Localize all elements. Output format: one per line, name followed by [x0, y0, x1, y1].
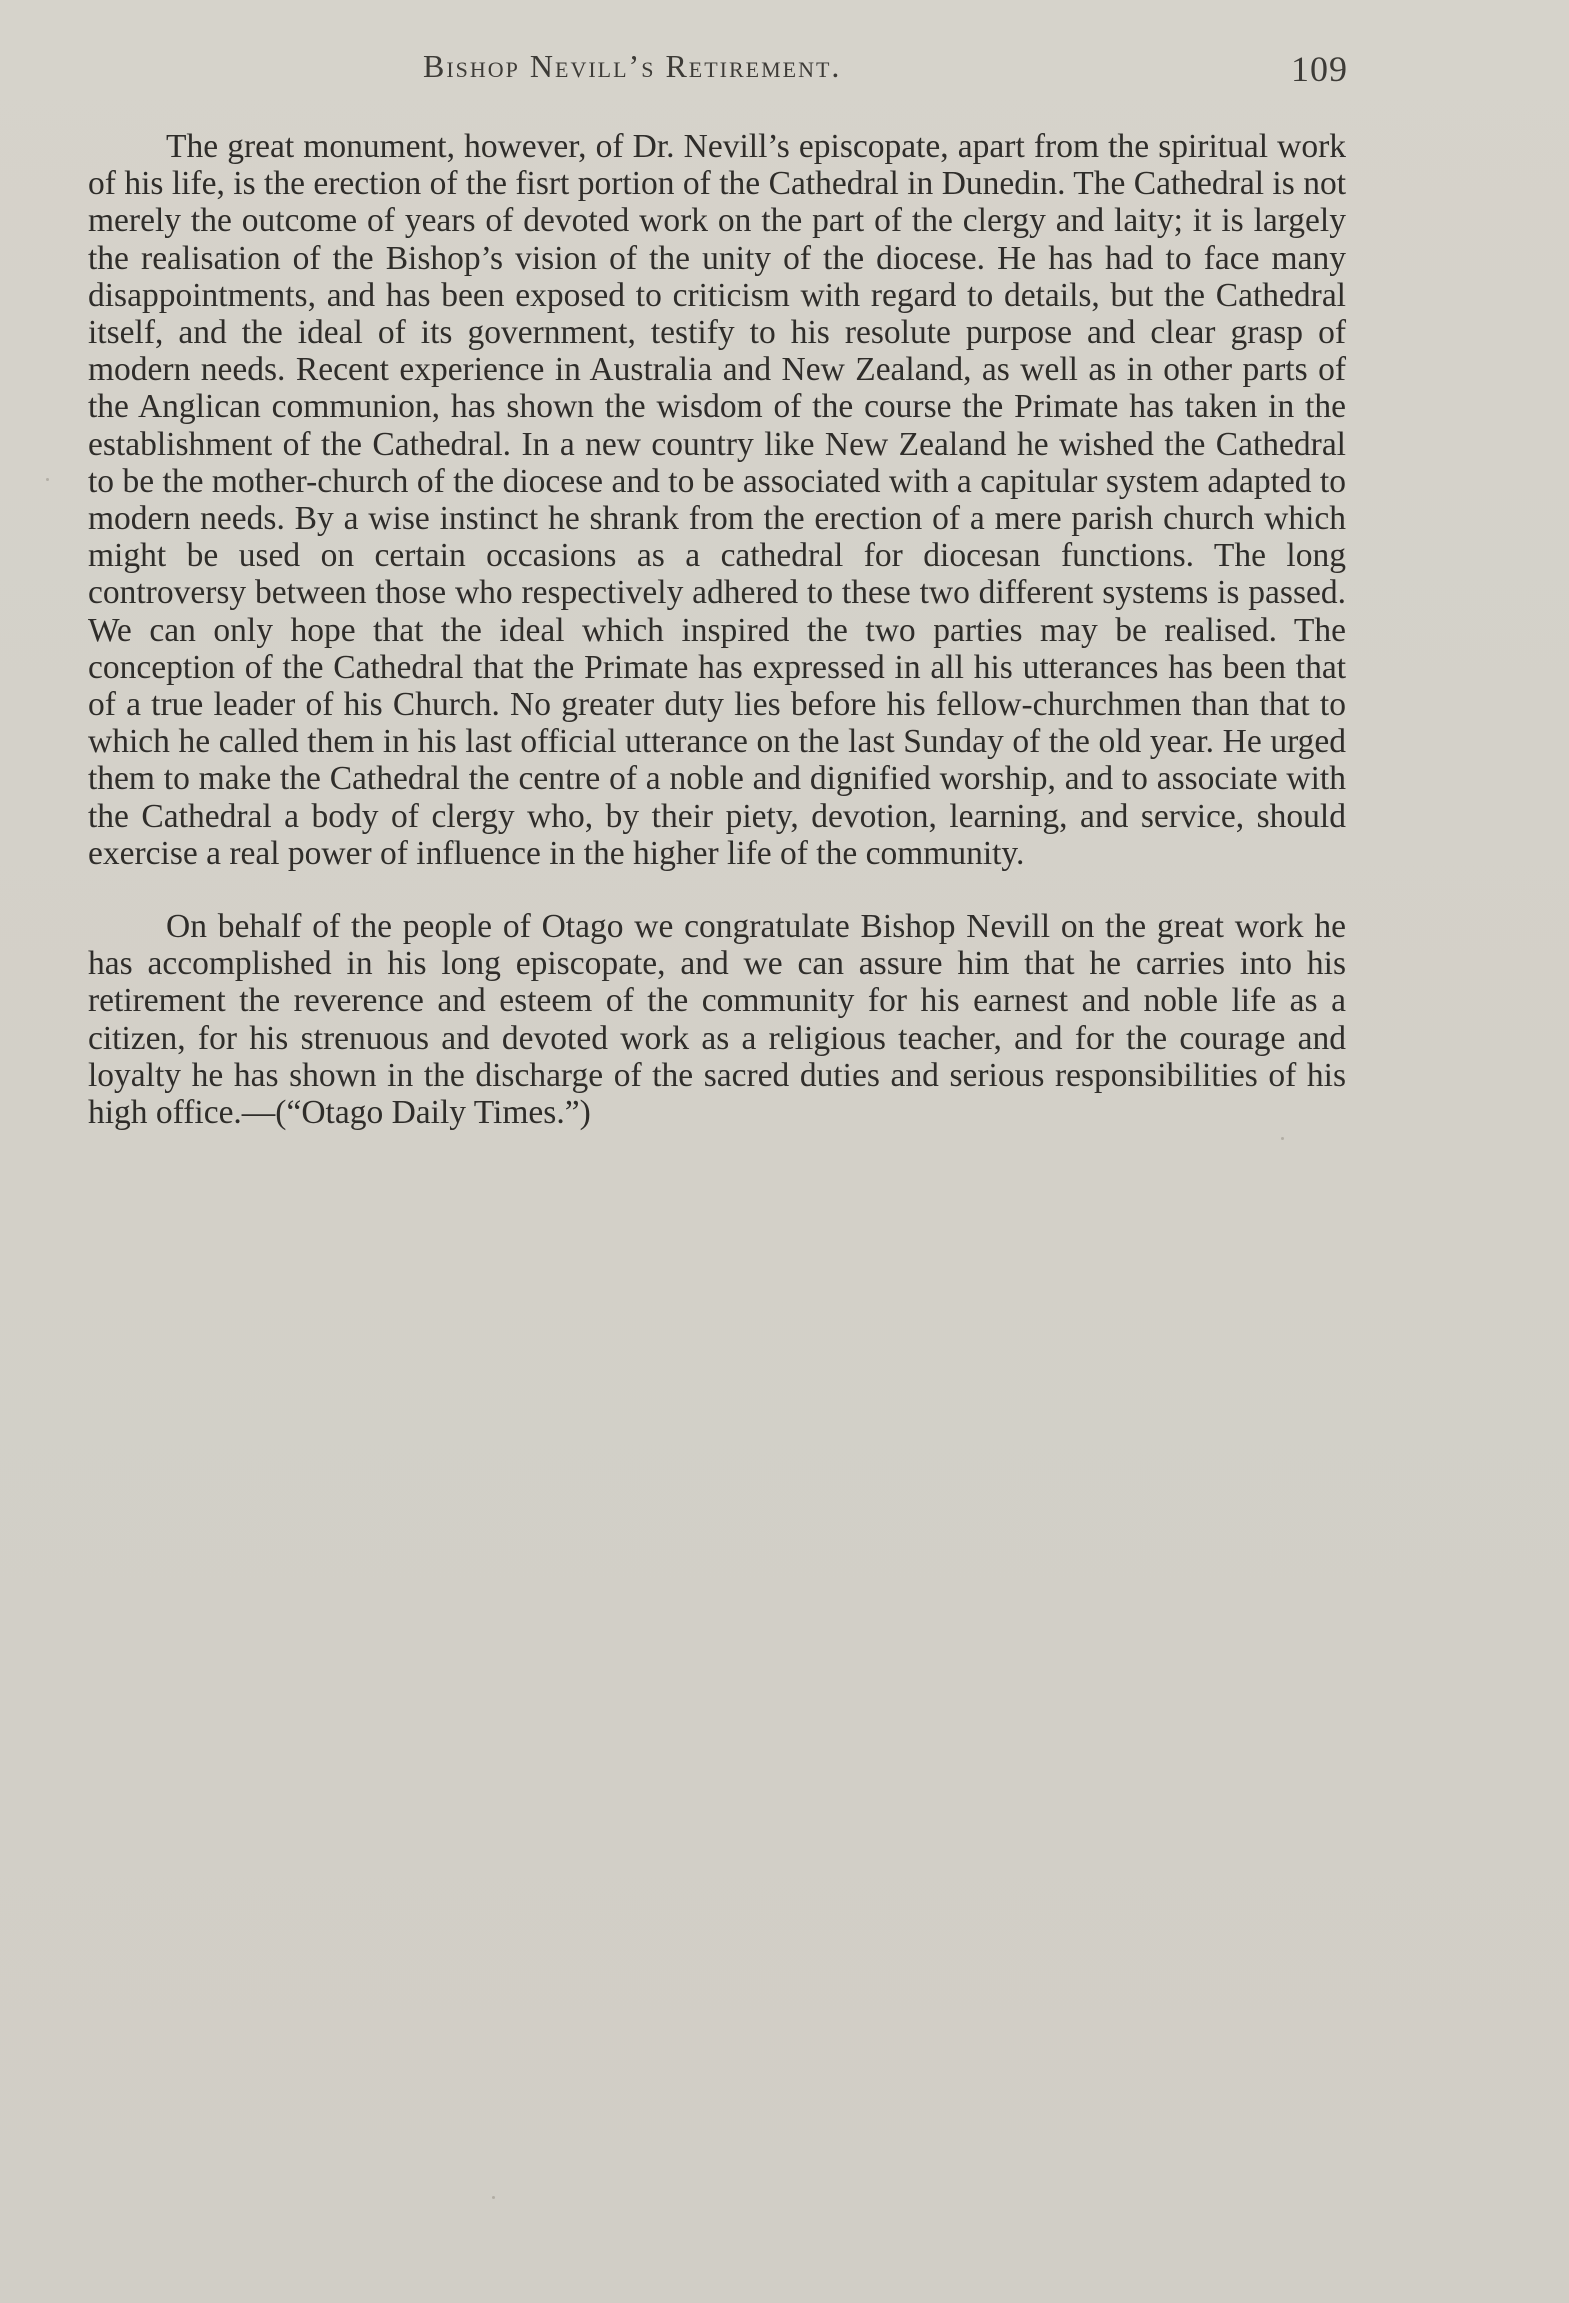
running-title: Bishop Nevill’s Retirement. — [423, 48, 842, 84]
running-head — [88, 48, 1348, 92]
page-number: 109 — [1291, 49, 1348, 89]
paper-speck — [1281, 1137, 1284, 1140]
paper-speck — [46, 478, 49, 481]
paper-speck — [492, 2196, 495, 2199]
paragraph-cathedral: The great monument, however, of Dr. Nevill’s episcopate, apart from the spiritual work of his life, is the erection of the fisrt portion of the Cathedral in Dunedin. The Cathedral is not merely the outcome of years of devoted work on the part of the clergy and laity; it is largely the realisation of the Bishop’s vision of the unity of the diocese. He has had to face many disappointments, and has been exposed to criticism with regard to details, but the Cathedral itself, and the ideal of its government, testify to his resolute purpose and clear grasp of modern needs. Recent experience in Australia and New Zealand, as well as in other parts of the Anglican communion, has shown the wisdom of the course the Primate has taken in the establishment of the Cathedral. In a new country like New Zealand he wished the Cathedral to be the mother-church of the diocese and to be associated with a capitular system adapted to modern needs. By a wise instinct he shrank from the erection of a mere parish church which might be used on certain occasions as a cathedral for diocesan functions. The long controversy between those who respectively adhered to these two different systems is passed. We can only hope that the ideal which inspired the two parties may be realised. The conception of the Cathedral that the Primate has expressed in all his utterances has been that of a true leader of his Church. No greater duty lies before his fellow-churchmen than that to which he called them in his last official utterance on the last Sunday of the old year. He urged them to make the Cathedral the centre of a noble and dignified worship, and to associate with the Cathedral a body of clergy who, by their piety, devotion, learning, and service, should exercise a real power of influence in the higher life of the community. — [88, 128, 1346, 872]
article-body — [88, 128, 1346, 1131]
paragraph-congratulation: On behalf of the people of Otago we congratulate Bishop Nevill on the great work he has accomplished in his long episcopate, and we can assure him that he carries into his retirement the reverence and esteem of the community for his earnest and noble life as a citizen, for his strenuous and devoted work as a religious teacher, and for the courage and loyalty he has shown in the discharge of the sacred duties and serious responsibilities of his high office.—(“Otago Daily Times.”) — [88, 908, 1346, 1132]
